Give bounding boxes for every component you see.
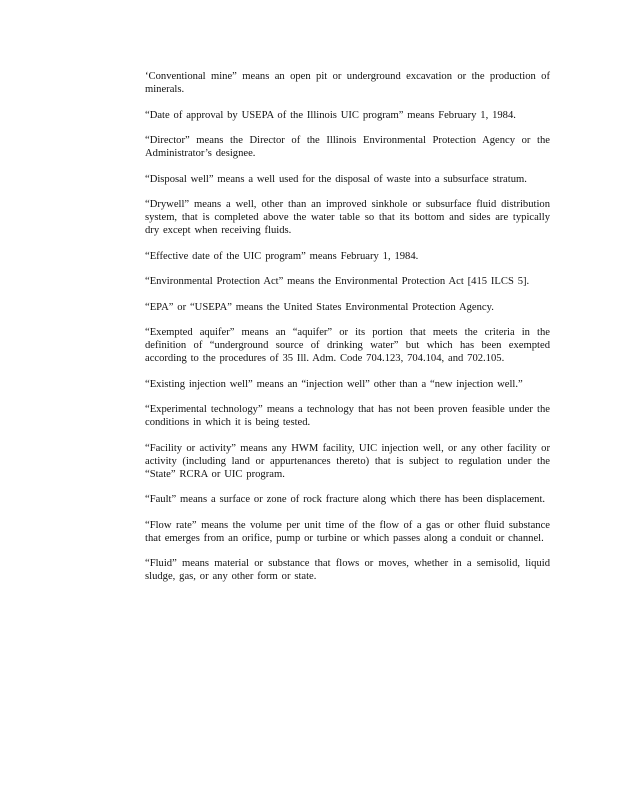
definition-experimental-technology: “Experimental technology” means a technology that has not been proven feasible under the conditions in which it is being tested.	[145, 404, 550, 428]
definition-date-of-approval: “Date of approval by USEPA of the Illinois UIC program” means February 1, 1984.	[145, 109, 516, 121]
definition-exempted-aquifer: “Exempted aquifer” means an “aquifer” or its portion that meets the criteria in the definition of “underground source of drinking water” but which has been exempted according to the procedures of 35 Ill. Adm. Code 704.123, 704.104, and 702.105.	[145, 327, 550, 364]
definition-fluid: “Fluid” means material or substance that flows or moves, whether in a semisolid, liquid sludge, gas, or any other form or state.	[145, 558, 550, 582]
definition-environmental-protection-act: “Environmental Protection Act” means the Environmental Protection Act [415 ILCS 5].	[145, 276, 530, 287]
definition-director: “Director” means the Director of the Illinois Environmental Protection Agency or the Administrator’s designee.	[145, 135, 550, 159]
definition-existing-injection-well: “Existing injection well” means an “injection well” other than a “new injection well.”	[145, 378, 523, 390]
definition-effective-date: “Effective date of the UIC program” means February 1, 1984.	[145, 250, 419, 262]
definition-facility-or-activity: “Facility or activity” means any HWM facility, UIC injection well, or any other facility or activity (including land or appurtenances thereto) that is subject to regulation under the “State” RCRA or UIC program.	[145, 442, 550, 480]
definition-disposal-well: “Disposal well” means a well used for the disposal of waste into a subsurface stratum.	[145, 173, 527, 185]
definition-epa: “EPA” or “USEPA” means the United States Environmental Protection Agency.	[145, 301, 494, 313]
definitions-list	[145, 70, 550, 596]
definition-drywell: “Drywell” means a well, other than an improved sinkhole or subsurface fluid distribution system, that is completed above the water table so that its bottom and sides are typically dry except when receiving fluids.	[145, 199, 550, 236]
definition-conventional-mine: ‘Conventional mine” means an open pit or underground excavation or the production of minerals.	[145, 71, 550, 95]
definition-fault: “Fault” means a surface or zone of rock fracture along which there has been displacement.	[145, 494, 546, 505]
definition-flow-rate: “Flow rate” means the volume per unit time of the flow of a gas or other fluid substance that emerges from an orifice, pump or turbine or which passes along a conduit or channel.	[145, 519, 550, 544]
